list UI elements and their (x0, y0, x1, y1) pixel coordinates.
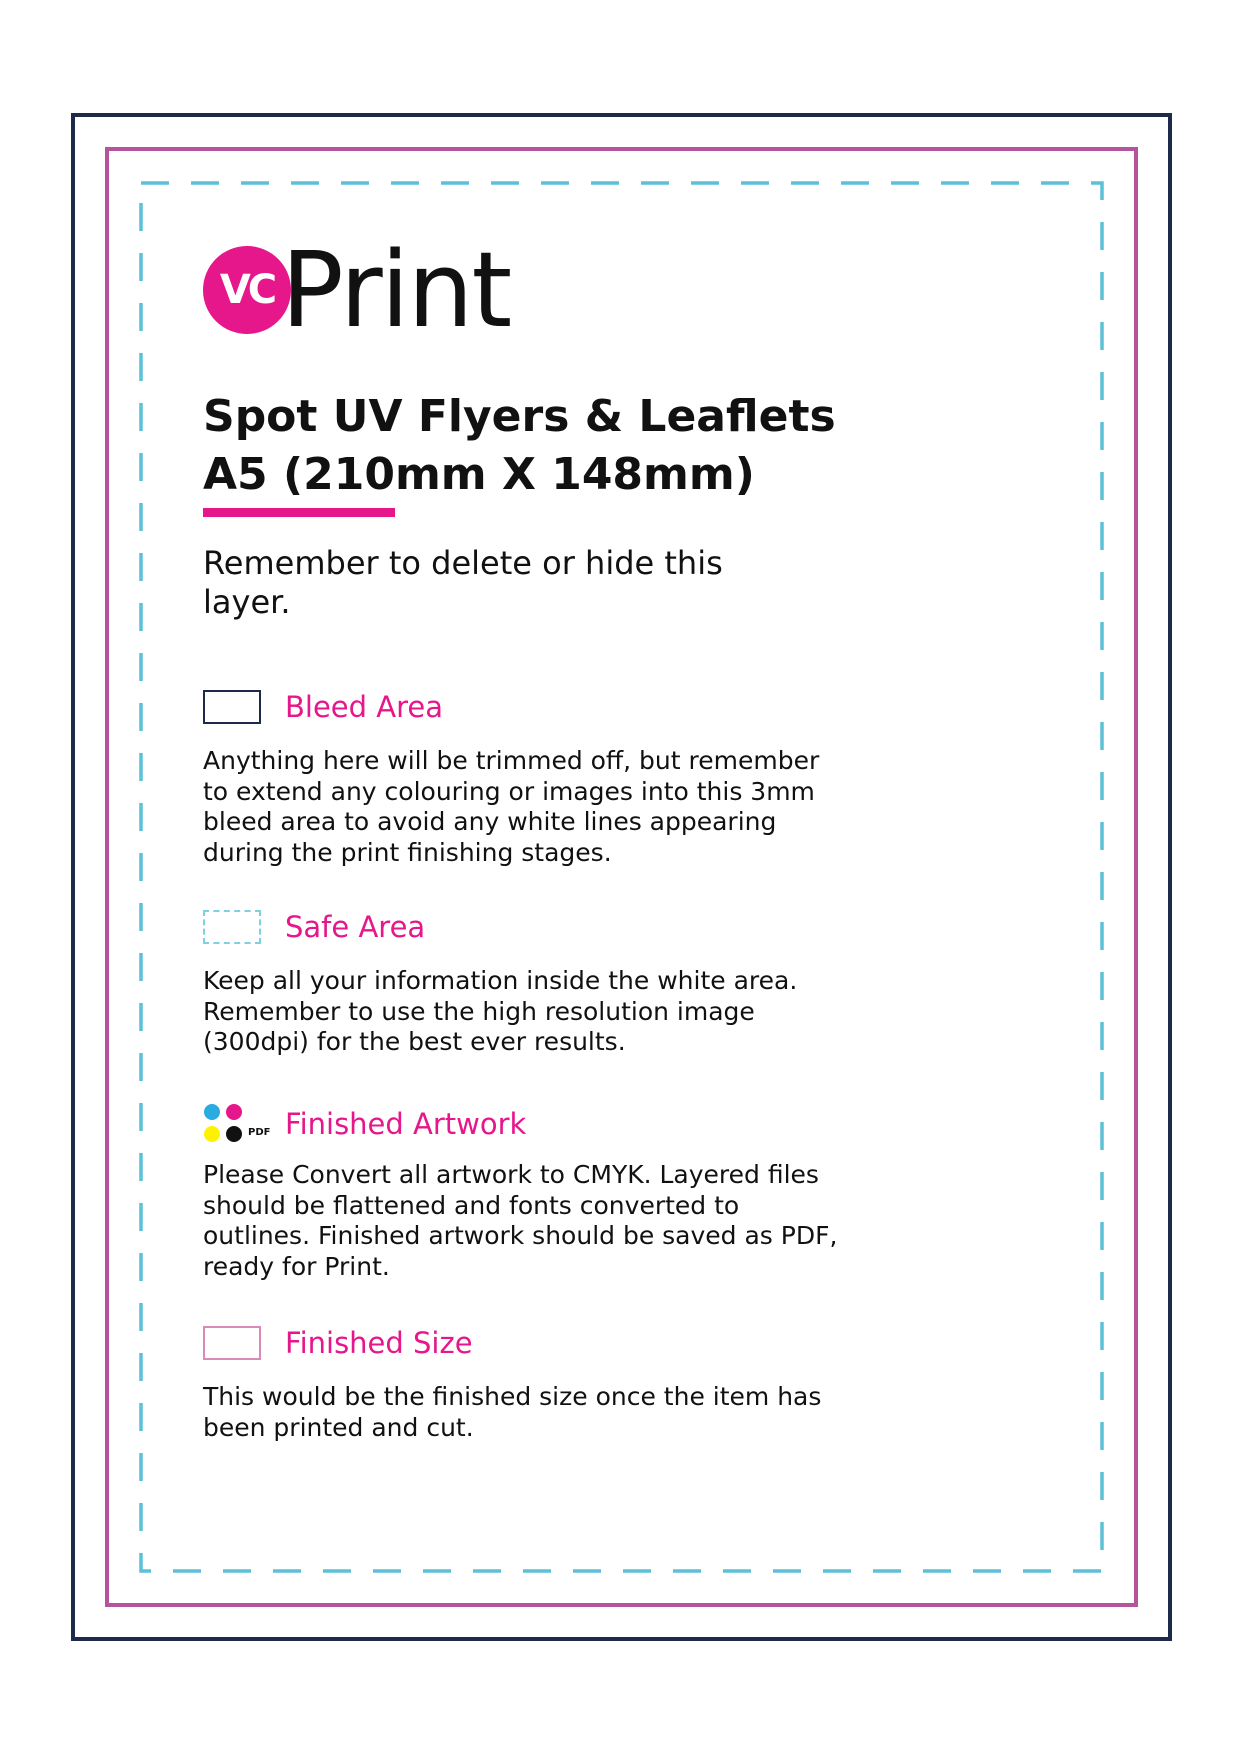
title-line-1: Spot UV Flyers & Leaflets (203, 391, 836, 442)
logo-wordmark: Print (281, 229, 511, 351)
page-title (203, 388, 836, 504)
finished-artwork-title: Finished Artwork (285, 1107, 527, 1141)
finished-artwork-description: Please Convert all artwork to CMYK. Layered files should be flattened and fonts converted to outlines. Finished artwork should be saved as PDF, ready for Print. (203, 1160, 838, 1281)
pdf-label: PDF (248, 1127, 271, 1138)
bleed-area-box-icon (203, 690, 261, 724)
cmyk-dots-icon (203, 1104, 273, 1144)
black-dot-icon (226, 1126, 242, 1142)
finished-artwork-heading (203, 1104, 526, 1144)
title-underline (203, 508, 395, 517)
yellow-dot-icon (204, 1126, 220, 1142)
finished-size-title: Finished Size (285, 1326, 473, 1360)
safe-area-dashed-box-icon (203, 910, 261, 944)
reminder-text: Remember to delete or hide this layer. (203, 544, 723, 621)
vcprint-logo (203, 229, 511, 351)
safe-area-title: Safe Area (285, 910, 426, 944)
title-line-2: A5 (210mm X 148mm) (203, 449, 755, 500)
bleed-area-title: Bleed Area (285, 690, 443, 724)
finished-size-box-icon (203, 1326, 261, 1360)
cyan-dot-icon (204, 1104, 220, 1120)
finished-size-description: This would be the finished size once the item has been printed and cut. (203, 1382, 822, 1442)
safe-area-description: Keep all your information inside the white area. Remember to use the high resolution image (300dpi) for the best ever results. (203, 966, 798, 1056)
safe-area-heading (203, 910, 425, 944)
bleed-area-heading (203, 690, 443, 724)
finished-size-heading (203, 1326, 473, 1360)
magenta-dot-icon (226, 1104, 242, 1120)
bleed-area-description: Anything here will be trimmed off, but remember to extend any colouring or images into this 3mm bleed area to avoid any white lines appearing during the print finishing stages. (203, 746, 820, 867)
logo-badge: VC (203, 246, 291, 334)
